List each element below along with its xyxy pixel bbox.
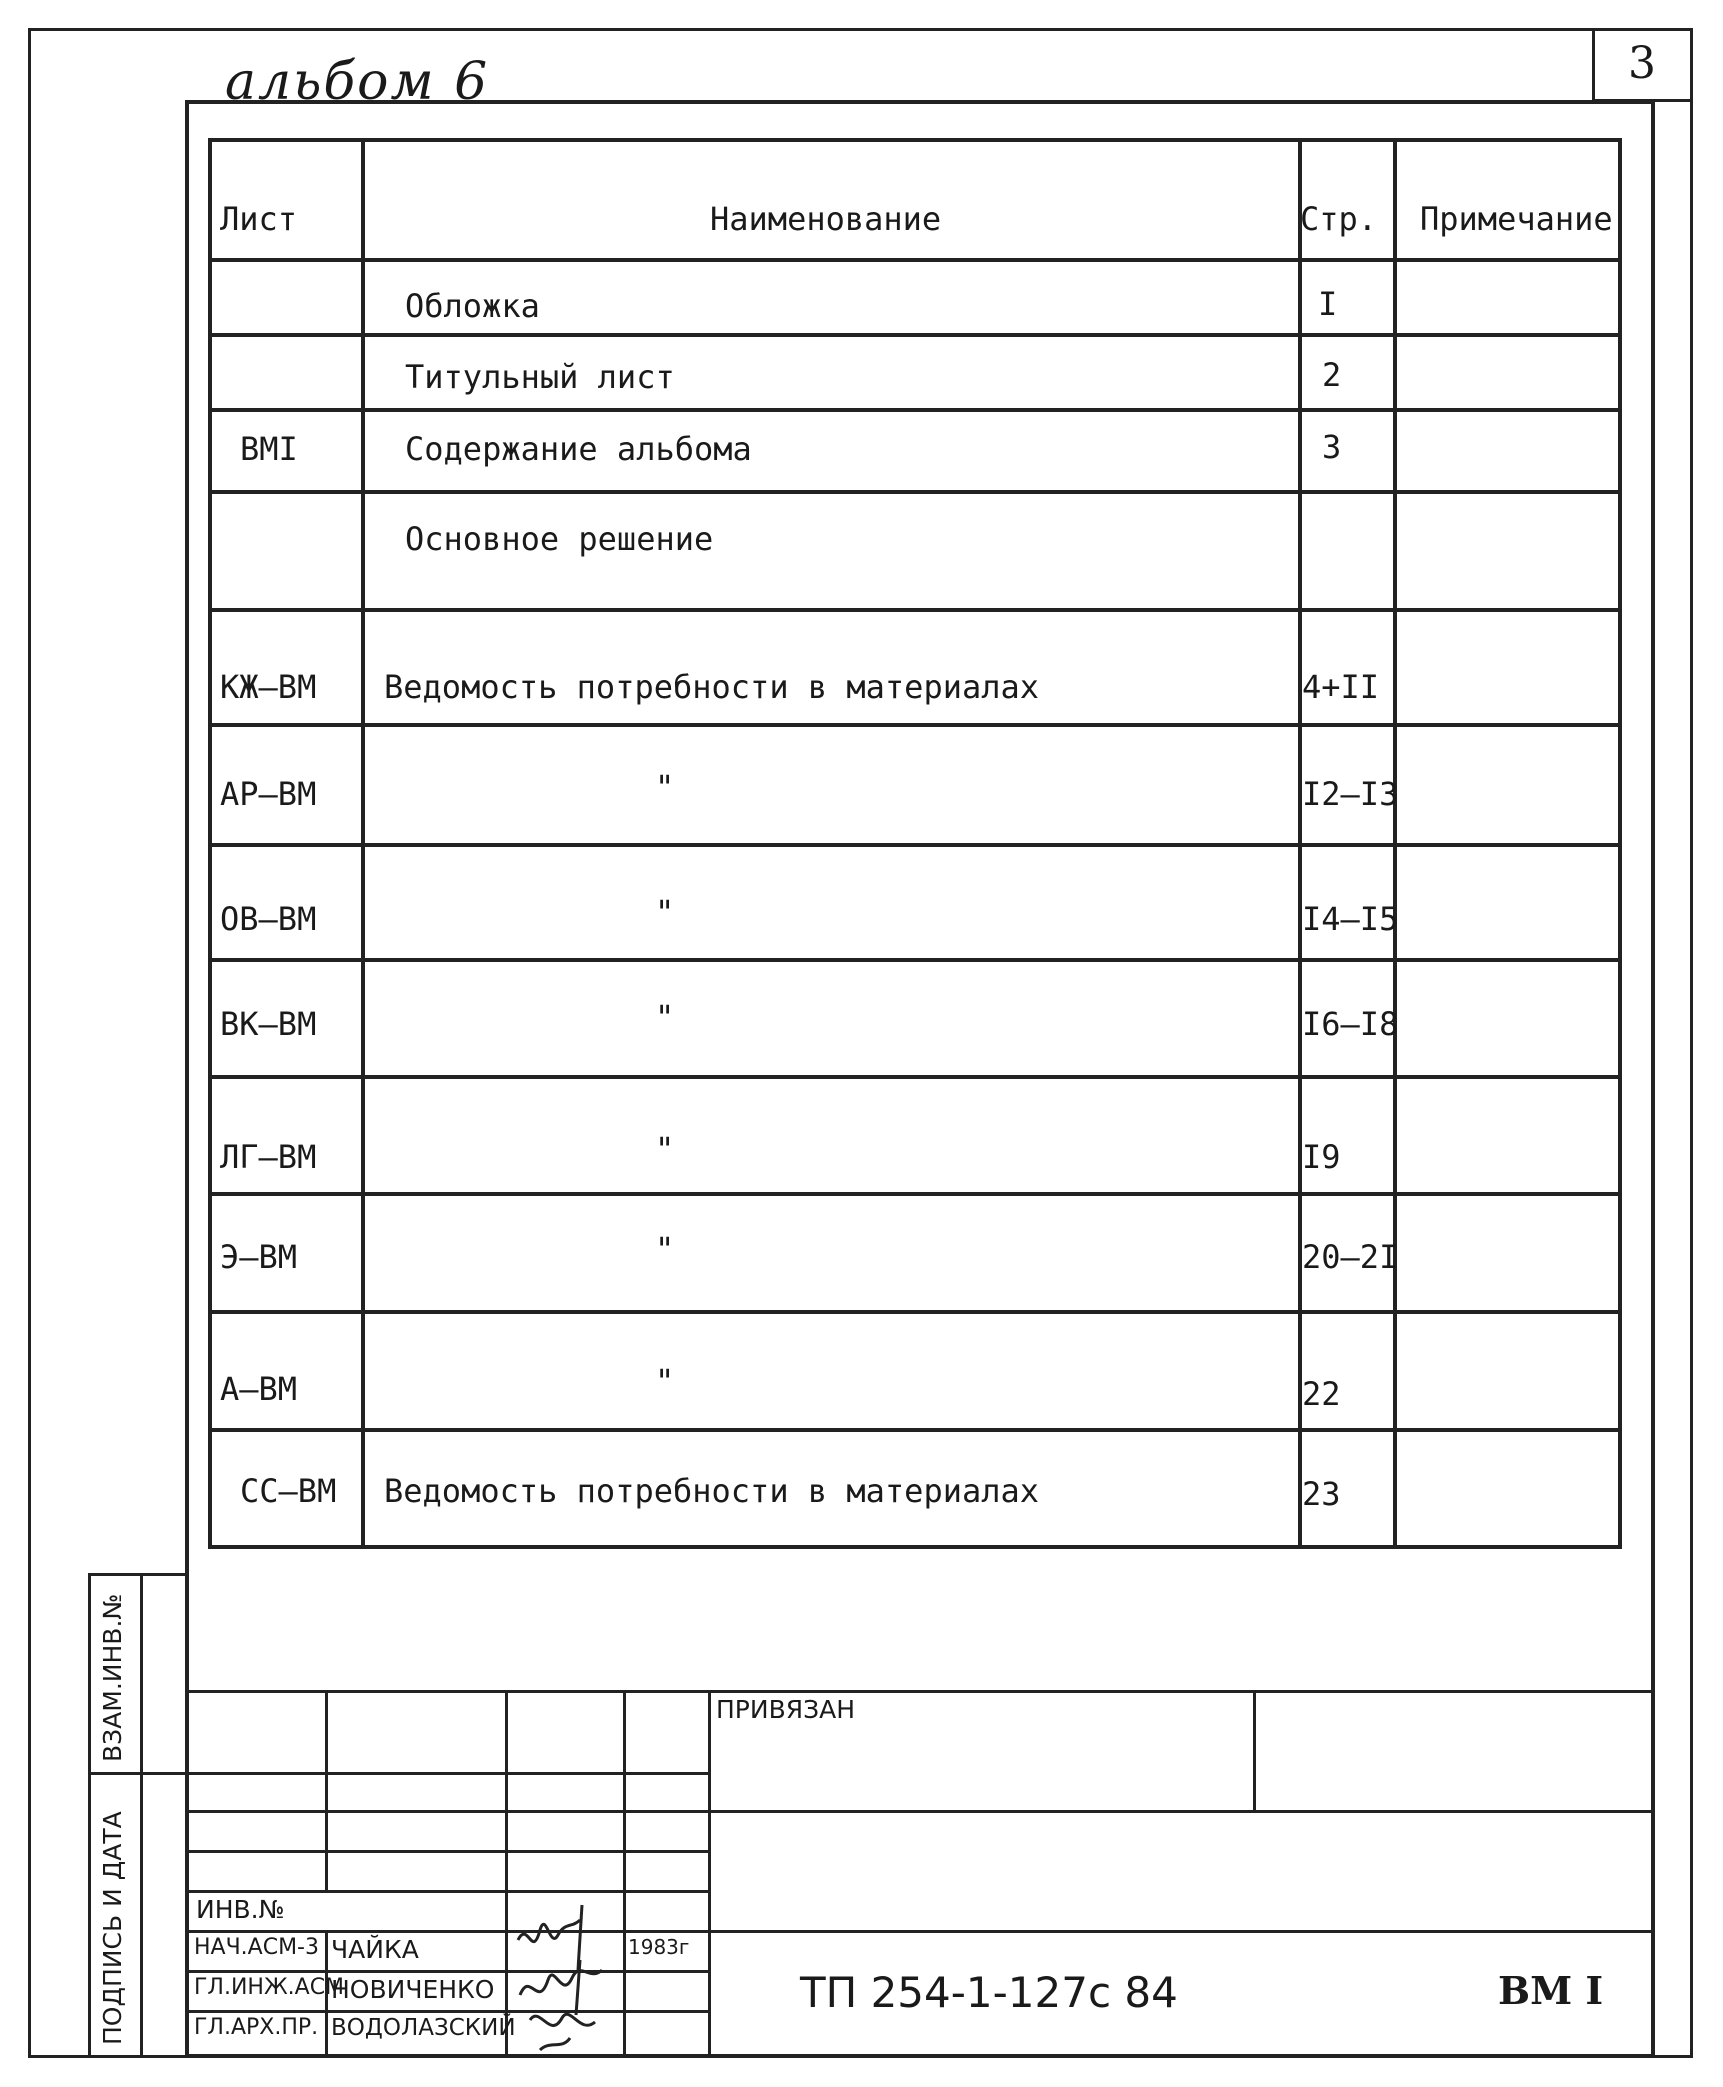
row-page: I2–I3 — [1302, 775, 1399, 813]
row-name: " — [655, 893, 675, 931]
staff-date: 1983г — [628, 1935, 690, 1959]
sheet-number: 3 — [1628, 38, 1656, 89]
row-sheet: КЖ–ВМ — [220, 668, 317, 706]
replacement-inv-label: ВЗАМ.ИНВ.№ — [98, 1593, 127, 1762]
row-name: Ведомость потребности в материалах — [384, 668, 1040, 706]
signature-marks — [510, 1900, 620, 2055]
signature-date-label: ПОДПИСЬ И ДАТА — [98, 1811, 127, 2045]
staff-name: НОВИЧЕНКО — [331, 1975, 495, 2004]
row-sheet: ВК–ВМ — [220, 1005, 317, 1043]
row-page: 23 — [1302, 1475, 1341, 1513]
header-page: Стр. — [1300, 200, 1378, 238]
row-name: " — [655, 1130, 675, 1168]
header-sheet: Лист — [220, 200, 298, 238]
row-name: Ведомость потребности в материалах — [384, 1472, 1040, 1510]
sheet-code: ВМ I — [1498, 1968, 1604, 2013]
header-note: Примечание — [1420, 200, 1613, 238]
project-code: ТП 254-1-127с 84 — [800, 1968, 1178, 2017]
album-label: альбом 6 — [225, 52, 490, 112]
row-sheet: СС–ВМ — [240, 1472, 337, 1510]
row-name: Содержание альбома — [405, 430, 752, 468]
row-page: 2 — [1322, 356, 1342, 394]
row-name: Обложка — [405, 287, 540, 325]
row-sheet: ОВ–ВМ — [220, 900, 317, 938]
row-name: " — [655, 1362, 675, 1400]
row-page: I6–I8 — [1302, 1005, 1399, 1043]
row-name: Основное решение — [405, 520, 714, 558]
inv-label: ИНВ.№ — [196, 1895, 285, 1924]
row-page: I — [1318, 285, 1338, 323]
staff-name: ВОДОЛАЗСКИЙ — [331, 2015, 516, 2041]
staff-role: НАЧ.АСМ-3 — [194, 1935, 319, 1960]
row-sheet: ВМI — [240, 430, 298, 468]
row-name: Титульный лист — [405, 358, 675, 396]
row-page: 3 — [1322, 428, 1342, 466]
row-sheet: А–ВМ — [220, 1370, 298, 1408]
staff-role: ГЛ.ИНЖ.АСМ — [194, 1975, 345, 2000]
row-page: 4+II — [1302, 668, 1380, 706]
header-name: Наименование — [710, 200, 942, 238]
row-name: " — [655, 1230, 675, 1268]
tied-label: ПРИВЯЗАН — [716, 1695, 856, 1724]
row-sheet: АР–ВМ — [220, 775, 317, 813]
row-page: I4–I5 — [1302, 900, 1399, 938]
row-page: 22 — [1302, 1375, 1341, 1413]
staff-role: ГЛ.АРХ.ПР. — [194, 2015, 319, 2040]
row-page: 20–2I — [1302, 1238, 1399, 1276]
row-sheet: Э–ВМ — [220, 1238, 298, 1276]
row-name: " — [655, 768, 675, 806]
row-page: I9 — [1302, 1138, 1341, 1176]
staff-name: ЧАЙКА — [331, 1935, 419, 1964]
row-name: " — [655, 998, 675, 1036]
row-sheet: ЛГ–ВМ — [220, 1138, 317, 1176]
